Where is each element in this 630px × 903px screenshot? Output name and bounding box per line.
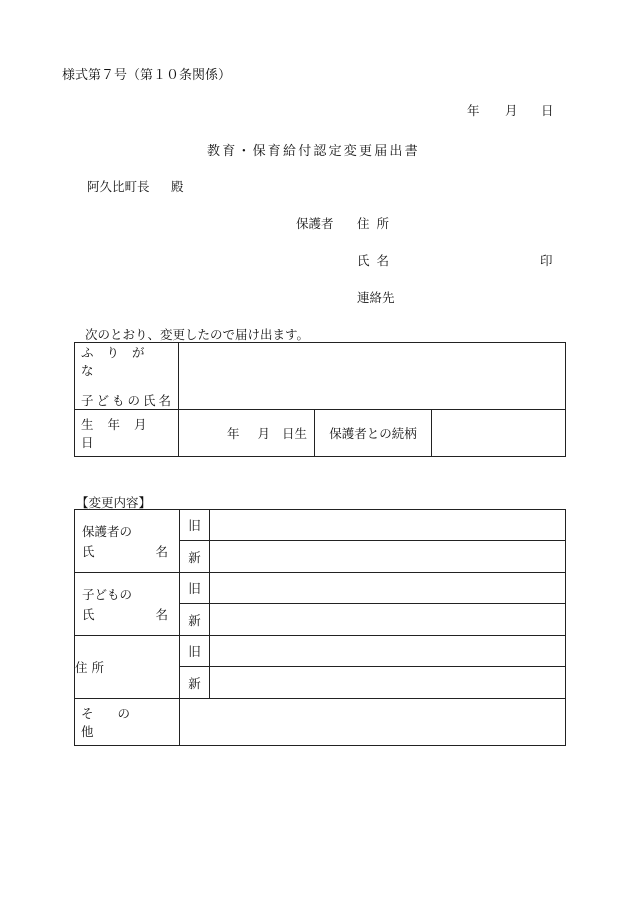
applicant-address-label: 住所 — [357, 216, 397, 231]
address-label-a: 住 — [75, 660, 88, 675]
document-title: 教育・保育給付認定変更届出書 — [207, 144, 420, 159]
child-name-label: 子どもの氏名 — [81, 393, 175, 408]
new-label: 新 — [180, 604, 210, 636]
guardian-name-line1: 保護者の — [82, 524, 133, 539]
address-change-label — [75, 636, 180, 699]
old-label: 旧 — [180, 573, 210, 604]
child-name-change-label — [75, 573, 180, 636]
relation-input[interactable] — [432, 410, 566, 457]
applicant-contact-label: 連絡先 — [357, 290, 395, 305]
address-new-input[interactable] — [210, 667, 566, 699]
child-name-new-input[interactable] — [210, 604, 566, 636]
other-input[interactable] — [180, 699, 566, 746]
form-number: 様式第７号（第１０条関係） — [62, 68, 232, 83]
guardian-name-line2-b: 名 — [155, 544, 168, 559]
date-year-label: 年 — [467, 103, 480, 118]
seal-mark: 印 — [540, 253, 553, 268]
guardian-name-line2-a: 氏 — [82, 544, 95, 559]
relation-label: 保護者との続柄 — [315, 410, 432, 457]
old-label: 旧 — [180, 636, 210, 667]
other-label: その他 — [75, 699, 180, 746]
guardian-label: 保護者 — [296, 216, 334, 231]
birthdate-day: 日生 — [282, 426, 308, 441]
birthdate-input[interactable] — [179, 410, 315, 457]
guardian-name-old-input[interactable] — [210, 510, 566, 541]
new-label: 新 — [180, 541, 210, 573]
child-name-input[interactable] — [179, 343, 566, 410]
child-info-table — [74, 342, 566, 457]
birthdate-month: 月 — [257, 426, 271, 441]
address-old-input[interactable] — [210, 636, 566, 667]
addressee-honorific: 殿 — [171, 179, 184, 194]
child-name-line2-b: 名 — [155, 607, 168, 622]
changes-heading: 【変更内容】 — [76, 495, 152, 510]
address-label-b: 所 — [91, 660, 105, 675]
addressee-name: 阿久比町長 — [87, 179, 150, 194]
old-label: 旧 — [180, 510, 210, 541]
guardian-name-new-input[interactable] — [210, 541, 566, 573]
child-name-line2-a: 氏 — [82, 607, 95, 622]
furigana-label: ふりがな — [81, 345, 158, 378]
birthdate-year: 年 — [227, 426, 240, 441]
new-label: 新 — [180, 667, 210, 699]
date-day-label: 日 — [541, 103, 554, 118]
birthdate-label: 生年月日 — [75, 410, 179, 457]
guardian-name-change-label — [75, 510, 180, 573]
applicant-name-label: 氏名 — [357, 253, 397, 268]
child-name-old-input[interactable] — [210, 573, 566, 604]
intro-text: 次のとおり、変更したので届け出ます。 — [85, 327, 310, 342]
child-name-line1: 子どもの — [82, 587, 133, 602]
changes-table — [74, 509, 566, 746]
date-month-label: 月 — [505, 103, 518, 118]
child-name-label-cell — [75, 343, 179, 410]
